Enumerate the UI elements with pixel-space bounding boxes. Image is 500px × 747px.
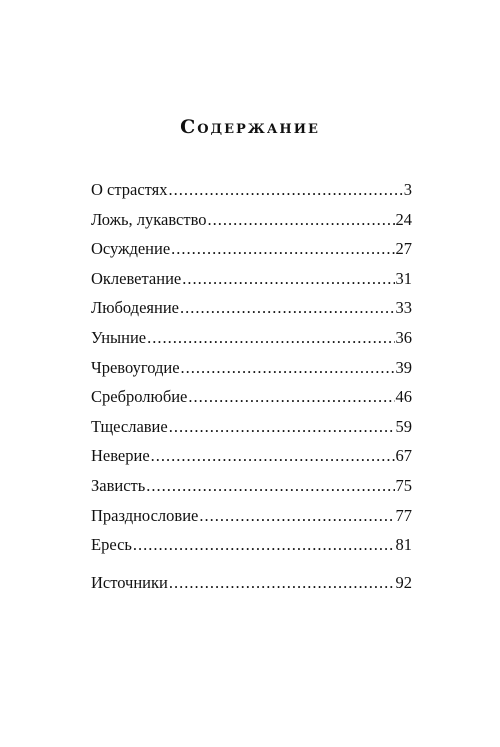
toc-entry-page: 59 bbox=[395, 416, 412, 436]
toc-entry bbox=[91, 537, 412, 567]
leader-dots bbox=[199, 508, 394, 525]
toc-entry-page: 75 bbox=[395, 475, 412, 495]
toc-entry bbox=[91, 209, 412, 242]
toc-entry-label: Любодеяние bbox=[91, 298, 179, 318]
leader-dots bbox=[133, 537, 395, 554]
toc-entry-label: Оклеветание bbox=[91, 268, 182, 288]
toc-entry bbox=[91, 475, 412, 508]
toc-entry-label: Зависть bbox=[91, 475, 146, 495]
toc-entry-label: Источники bbox=[91, 572, 168, 592]
toc-entry-page: 33 bbox=[395, 298, 412, 318]
toc-entry bbox=[91, 268, 412, 301]
toc-entry bbox=[91, 505, 412, 538]
table-of-contents bbox=[91, 182, 412, 604]
leader-dots bbox=[169, 575, 395, 592]
toc-entry bbox=[91, 357, 412, 390]
toc-entry bbox=[91, 241, 412, 271]
toc-entry-page: 39 bbox=[395, 357, 412, 377]
leader-dots bbox=[180, 300, 395, 317]
leader-dots bbox=[181, 360, 395, 377]
toc-entry-label: Ересь bbox=[91, 535, 132, 555]
toc-entry-page: 27 bbox=[395, 239, 412, 259]
leader-dots bbox=[151, 448, 395, 465]
toc-entry-label: Празднословие bbox=[91, 505, 199, 525]
toc-entry-label: Уныние bbox=[91, 327, 147, 347]
toc-entry-page: 81 bbox=[395, 535, 412, 555]
leader-dots bbox=[171, 241, 394, 258]
leader-dots bbox=[182, 271, 394, 288]
page-title: Содержание bbox=[180, 116, 320, 138]
toc-entry-page: 77 bbox=[395, 505, 412, 525]
toc-entry-page: 36 bbox=[395, 327, 412, 347]
toc-entry-page: 92 bbox=[395, 572, 412, 592]
toc-entry bbox=[91, 300, 412, 330]
toc-entry-page: 67 bbox=[395, 446, 412, 466]
leader-dots bbox=[188, 389, 394, 406]
leader-dots bbox=[147, 330, 394, 347]
toc-entry-label: Тщеславие bbox=[91, 416, 168, 436]
leader-dots bbox=[146, 478, 394, 495]
toc-entry-sources bbox=[91, 572, 412, 605]
toc-entry bbox=[91, 327, 412, 360]
toc-entry bbox=[91, 448, 412, 478]
toc-entry-label: Чревоугодие bbox=[91, 357, 180, 377]
toc-entry-label: Ложь, лукавство bbox=[91, 209, 207, 229]
leader-dots bbox=[169, 182, 403, 199]
toc-entry-label: О страстях bbox=[91, 180, 168, 199]
toc-entry-label: Неверие bbox=[91, 446, 150, 466]
toc-entry-page: 46 bbox=[395, 387, 412, 407]
toc-entry-page: 3 bbox=[403, 180, 412, 199]
toc-entry bbox=[91, 416, 412, 449]
leader-dots bbox=[169, 419, 395, 436]
toc-entry-label: Осуждение bbox=[91, 239, 171, 259]
leader-dots bbox=[208, 212, 395, 229]
toc-entry-page: 31 bbox=[395, 268, 412, 288]
toc-entry bbox=[91, 182, 412, 212]
toc-entry bbox=[91, 389, 412, 419]
toc-entry-page: 24 bbox=[395, 209, 412, 229]
toc-entry-label: Сребролюбие bbox=[91, 387, 188, 407]
